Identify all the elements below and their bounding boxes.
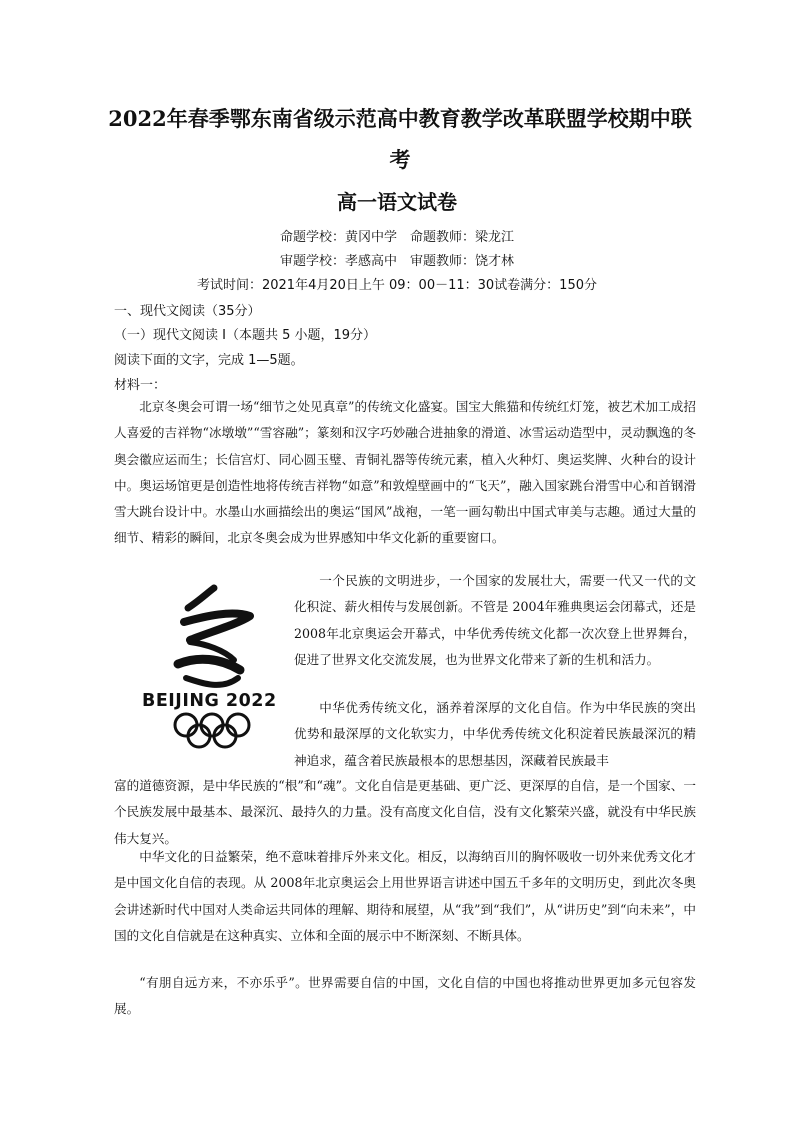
passage-paragraph: “有朋自远方来，不亦乐乎”。世界需要自信的中国，文化自信的中国也将推动世界更加多元包容发展。 (114, 975, 696, 1017)
material-label: 材料一： (114, 378, 167, 393)
review-info: 审题学校：孝感高中 审题教师：饶才林 (279, 254, 514, 269)
passage-paragraph: 中华文化的日益繁荣，绝不意味着排斥外来文化。相反，以海纳百川的胸怀吸收一切外来优秀文化才是中国文化自信的表现。从 2008年北京奥运会上用世界语言讲述中国五千多年的文明历史，到此次冬奥会讲述新时代中国对人类命运共同体的理解、期待和展望，从“我”到“我们”，从“讲历史”到“向未来”，中国的文化自信就是在这种真实、立体和全面的展示中不断深刻、不断具体。 (114, 849, 696, 943)
exam-time-info: 考试时间：2021年4月20日上午 09：00－11：30试卷满分：150分 (196, 278, 597, 293)
reading-instruction: 阅读下面的文字，完成 1—5题。 (114, 353, 304, 368)
passage-paragraph: 北京冬奥会可谓一场“细节之处见真章”的传统文化盛宴。国宝大熊猫和传统红灯笼，被艺术加工成招人喜爱的吉祥物“冰墩墩”“雪容融”；篆刻和汉字巧妙融合进抽象的滑道、冰雪运动造型中，灵动飘逸的冬奥会徽应运而生；长信宫灯、同心圆玉璧、青铜礼器等传统元素，植入火种灯、奥运奖牌、火种台的设计中。奥运场馆更是创造性地将传统吉祥物“如意”和敦煌壁画中的“飞天”，融入国家跳台滑雪中心和首钢滑雪大跳台设计中。水墨山水画描绘出的奥运“国风”战袍，一笔一画勾勒出中国式审美与志趣。通过大量的细节、精彩的瞬间，北京冬奥会成为世界感知中华文化新的重要窗口。 (114, 399, 696, 546)
exam-title-line2: 考 (389, 147, 411, 172)
passage-paragraph: 中华优秀传统文化，涵养着深厚的文化自信。作为中华民族的突出优势和最深厚的文化软实力，中华优秀传统文化积淀着民族最深沉的精神追求，蕴含着民族最根本的思想基因，深藏着民族最丰 (294, 700, 696, 768)
passage-paragraph: 一个民族的文明进步，一个国家的发展壮大，需要一代又一代的文化积淀、薪火相传与发展创新。不管是 2004年雅典奥运会闭幕式，还是 2008年北京奥运会开幕式，中华优秀传统文化都一次次登上世界舞台，促进了世界文化交流发展，也为世界文化带来了新的生机和活力。 (294, 573, 696, 667)
subsection-heading: （一）现代文阅读 I（本题共 5 小题，19分） (114, 328, 377, 343)
passage-paragraph-continued: 富的道德资源，是中华民族的“根”和“魂”。文化自信是更基础、更广泛、更深厚的自信，是一个国家、一个民族发展中最基本、最深沉、最持久的力量。没有高度文化自信，没有文化繁荣兴盛，就没有中华民族伟大复兴。 (114, 778, 696, 846)
proposition-info: 命题学校：黄冈中学 命题教师：梁龙江 (279, 230, 514, 245)
exam-title-line1: 2022年春季鄂东南省级示范高中教育教学改革联盟学校期中联 (108, 106, 692, 131)
winter-olympics-emblem-icon (178, 588, 250, 685)
olympic-rings-icon (175, 714, 249, 747)
section-heading: 一、现代文阅读（35分） (114, 304, 261, 319)
beijing-2022-logo (140, 580, 285, 750)
logo-text: BEIJING 2022 (142, 691, 277, 711)
exam-subtitle: 高一语文试卷 (337, 190, 457, 214)
